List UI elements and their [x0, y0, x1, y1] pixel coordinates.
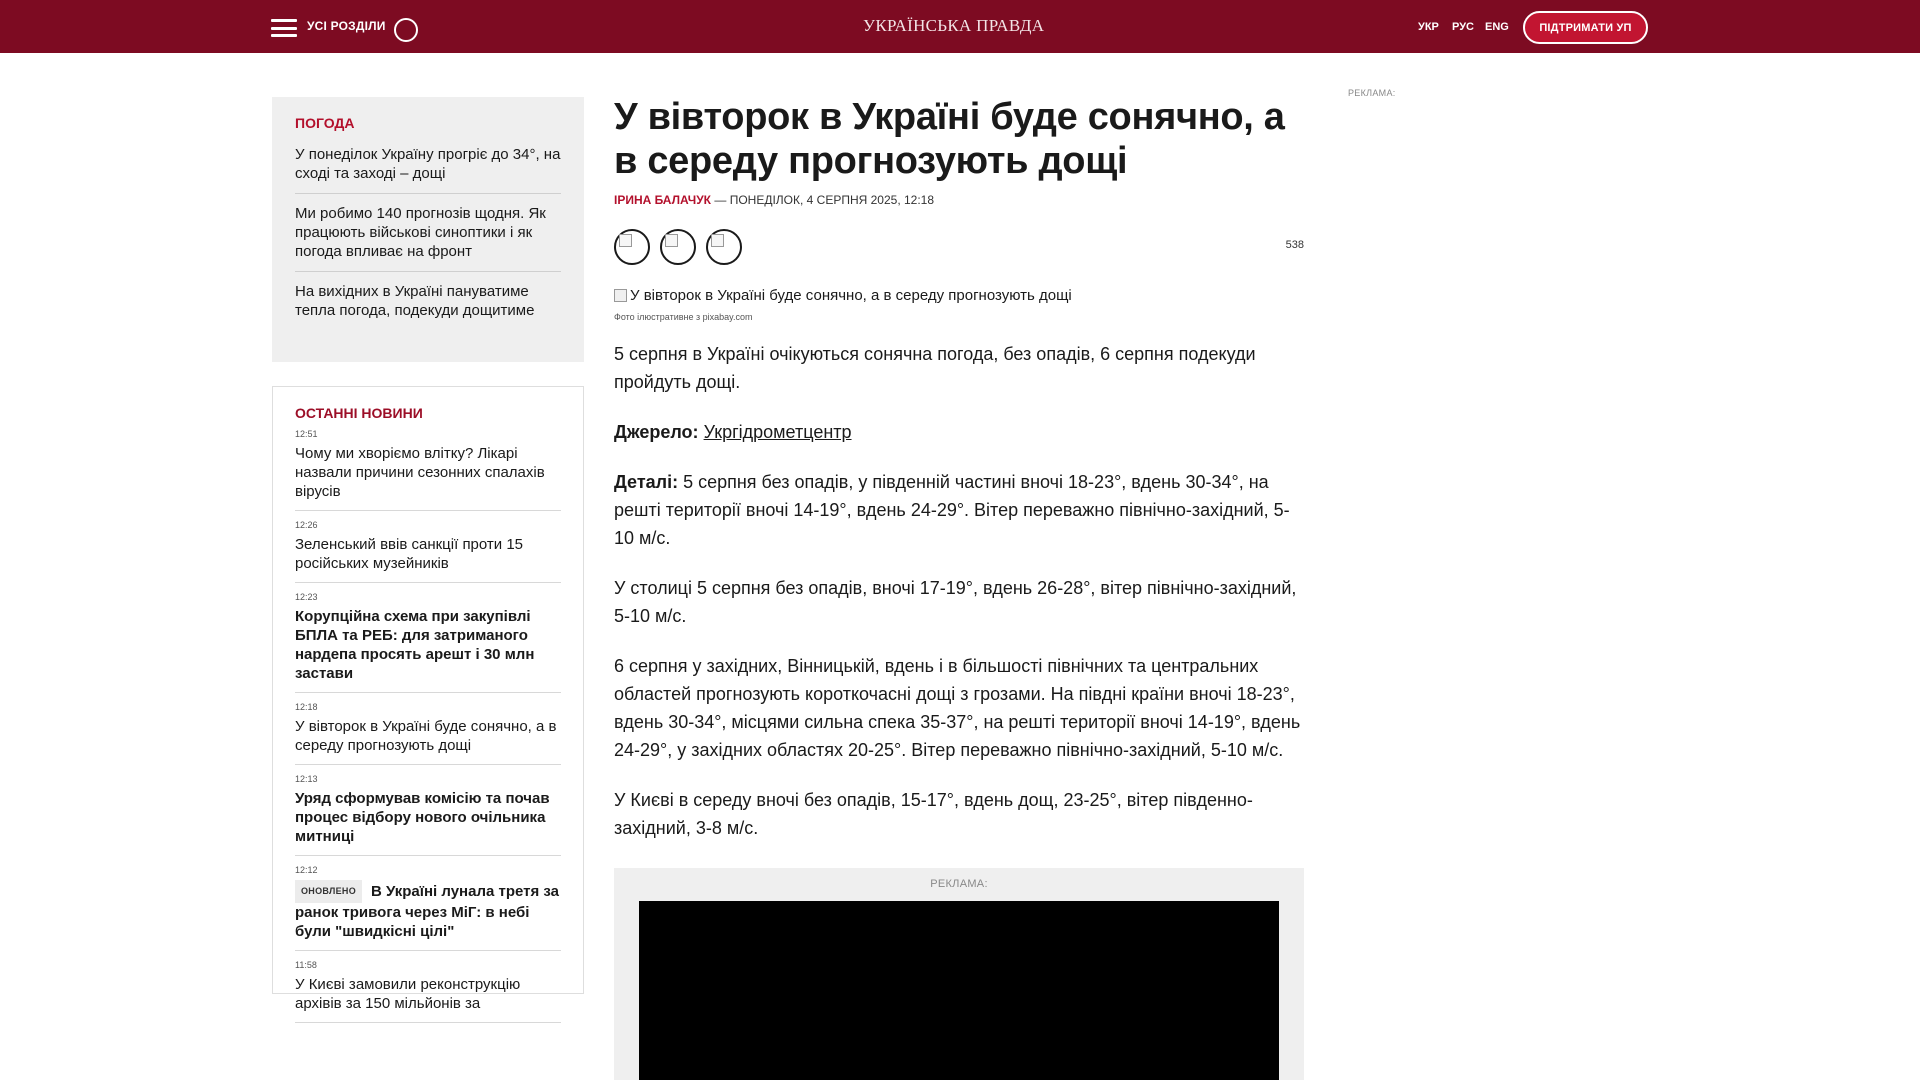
updated-badge: ОНОВЛЕНО [295, 880, 362, 903]
latest-news-section [272, 386, 584, 1012]
source-link[interactable]: Укргідрометцентр [703, 422, 852, 442]
all-sections-link[interactable]: УСІ РОЗДІЛИ [307, 19, 386, 33]
news-item[interactable] [295, 592, 561, 693]
news-title-text[interactable]: В Україні лунала третя за ранок тривога через МіГ: в небі були "швидкісні цілі" [295, 883, 560, 940]
lang-rus[interactable]: РУС [1452, 21, 1474, 33]
news-list [295, 429, 561, 1023]
support-button[interactable]: ПІДТРИМАТИ УП [1523, 11, 1648, 44]
news-title[interactable] [295, 975, 561, 1013]
latest-news-title[interactable]: ОСТАННІ НОВИНИ [295, 405, 423, 421]
byline-separator: — [711, 193, 730, 207]
news-title[interactable] [295, 880, 561, 941]
broken-image-icon [614, 289, 627, 302]
weather-section [272, 97, 584, 362]
news-time: 11:58 [295, 960, 317, 970]
news-time: 12:26 [295, 520, 318, 530]
view-count: 538 [1285, 239, 1304, 251]
weather-link[interactable]: На вихідних в Україні пануватиме тепла погода, подекуди дощитиме [295, 283, 535, 319]
menu-icon[interactable] [271, 19, 297, 37]
news-title-text[interactable]: Чому ми хворіємо влітку? Лікарі назвали причини сезонних спалахів вірусів [295, 445, 545, 500]
article-source [614, 418, 1304, 446]
news-title[interactable] [295, 444, 561, 501]
side-ad-label: РЕКЛАМА: [1348, 88, 1396, 98]
news-item[interactable] [295, 429, 561, 511]
news-title-text[interactable]: У Києві замовили реконструкцію архівів за 150 мільйонів за [295, 976, 521, 1012]
article-photo-alt: У вівторок в Україні буде сонячно, а в середу прогнозують дощі [630, 287, 1072, 304]
article-paragraph: У столиці 5 серпня без опадів, вночі 17-19°, вдень 26-28°, вітер північно-західний, 5-10 м/с. [614, 578, 1297, 626]
weather-link[interactable]: Ми робимо 140 прогнозів щодня. Як працюють військові синоптики і як погода впливає на фронт [295, 204, 561, 272]
article-byline [614, 193, 1304, 207]
news-title[interactable] [295, 607, 561, 683]
news-item[interactable] [295, 702, 561, 765]
photo-caption: Фото ілюстративне з pixabay.com [614, 312, 753, 322]
article-paragraph: 6 серпня у західних, Вінницькій, вдень і в більшості північних та центральних областей прогнозують короткочасні дощі з грозами. На півдні країни вночі 18-23°, вдень 30-34°, місцями сильна спека 35-37°, на решті території вночі 14-19°, вдень 24-29°, у західних областях 20-25°. Вітер переважно північно-західний, 5-10 м/с. [614, 656, 1301, 760]
news-item[interactable] [295, 960, 561, 1023]
news-item[interactable] [295, 520, 561, 583]
news-time: 12:51 [295, 429, 318, 439]
news-title-text[interactable]: Уряд сформував комісію та почав процес відбору нового очільника митниці [295, 790, 550, 845]
article-title: У вівторок в Україні буде сонячно, а в середу прогнозують дощі [614, 96, 1285, 182]
source-label: Джерело: [614, 422, 699, 442]
facebook-share-icon[interactable] [614, 229, 650, 265]
news-title-text[interactable]: У вівторок в Україні буде сонячно, а в середу прогнозують дощі [295, 718, 557, 754]
news-title[interactable] [295, 789, 561, 846]
telegram-share-icon[interactable] [706, 229, 742, 265]
news-title-text[interactable]: Зеленський ввів санкції проти 15 російських музейників [295, 536, 524, 572]
article-details [614, 468, 1304, 552]
news-time: 12:13 [295, 774, 318, 784]
news-title-text[interactable]: Корупційна схема при закупівлі БПЛА та РЕБ: для затриманого нардепа просять арешт і 30 млн застави [295, 608, 535, 682]
weather-link[interactable]: У понеділок Україну прогріє до 34°, на сході та заході – дощі [295, 145, 561, 194]
details-text: 5 серпня без опадів, у південній частині вночі 18-23°, вдень 30-34°, на решті території вночі 14-19°, вдень 24-29°. Вітер переважно північно-західний, 5-10 м/с. [614, 472, 1290, 548]
news-item[interactable] [295, 774, 561, 856]
ad-label: РЕКЛАМА: [930, 878, 988, 890]
news-title[interactable] [295, 717, 561, 755]
weather-section-title[interactable]: ПОГОДА [295, 115, 355, 131]
news-time: 12:18 [295, 702, 318, 712]
inline-ad [614, 868, 1304, 1080]
news-title[interactable] [295, 535, 561, 573]
site-header [0, 0, 1920, 53]
search-icon[interactable] [394, 18, 418, 42]
details-label: Деталі: [614, 472, 679, 492]
article-paragraph: У Києві в середу вночі без опадів, 15-17°, вдень дощ, 23-25°, вітер південно-західний, 3-8 м/с. [614, 790, 1253, 838]
article-photo [614, 287, 1304, 304]
twitter-share-icon[interactable] [660, 229, 696, 265]
news-item[interactable] [295, 865, 561, 951]
share-row [614, 229, 1304, 265]
lang-ukr[interactable]: УКР [1418, 21, 1439, 33]
article-lead: 5 серпня в Україні очікуються сонячна погода, без опадів, 6 серпня подекуди пройдуть дощі. [614, 344, 1256, 392]
ad-video-player[interactable] [639, 901, 1279, 1080]
article [614, 95, 1304, 842]
author-link[interactable]: ІРИНА БАЛАЧУК [614, 193, 712, 207]
article-date: ПОНЕДІЛОК, 4 СЕРПНЯ 2025, 12:18 [729, 193, 935, 207]
news-time: 12:23 [295, 592, 318, 602]
lang-eng[interactable]: ENG [1485, 21, 1509, 33]
news-time: 12:12 [295, 865, 318, 875]
site-logo[interactable]: УКРАЇНСЬКА ПРАВДА [863, 16, 1045, 35]
